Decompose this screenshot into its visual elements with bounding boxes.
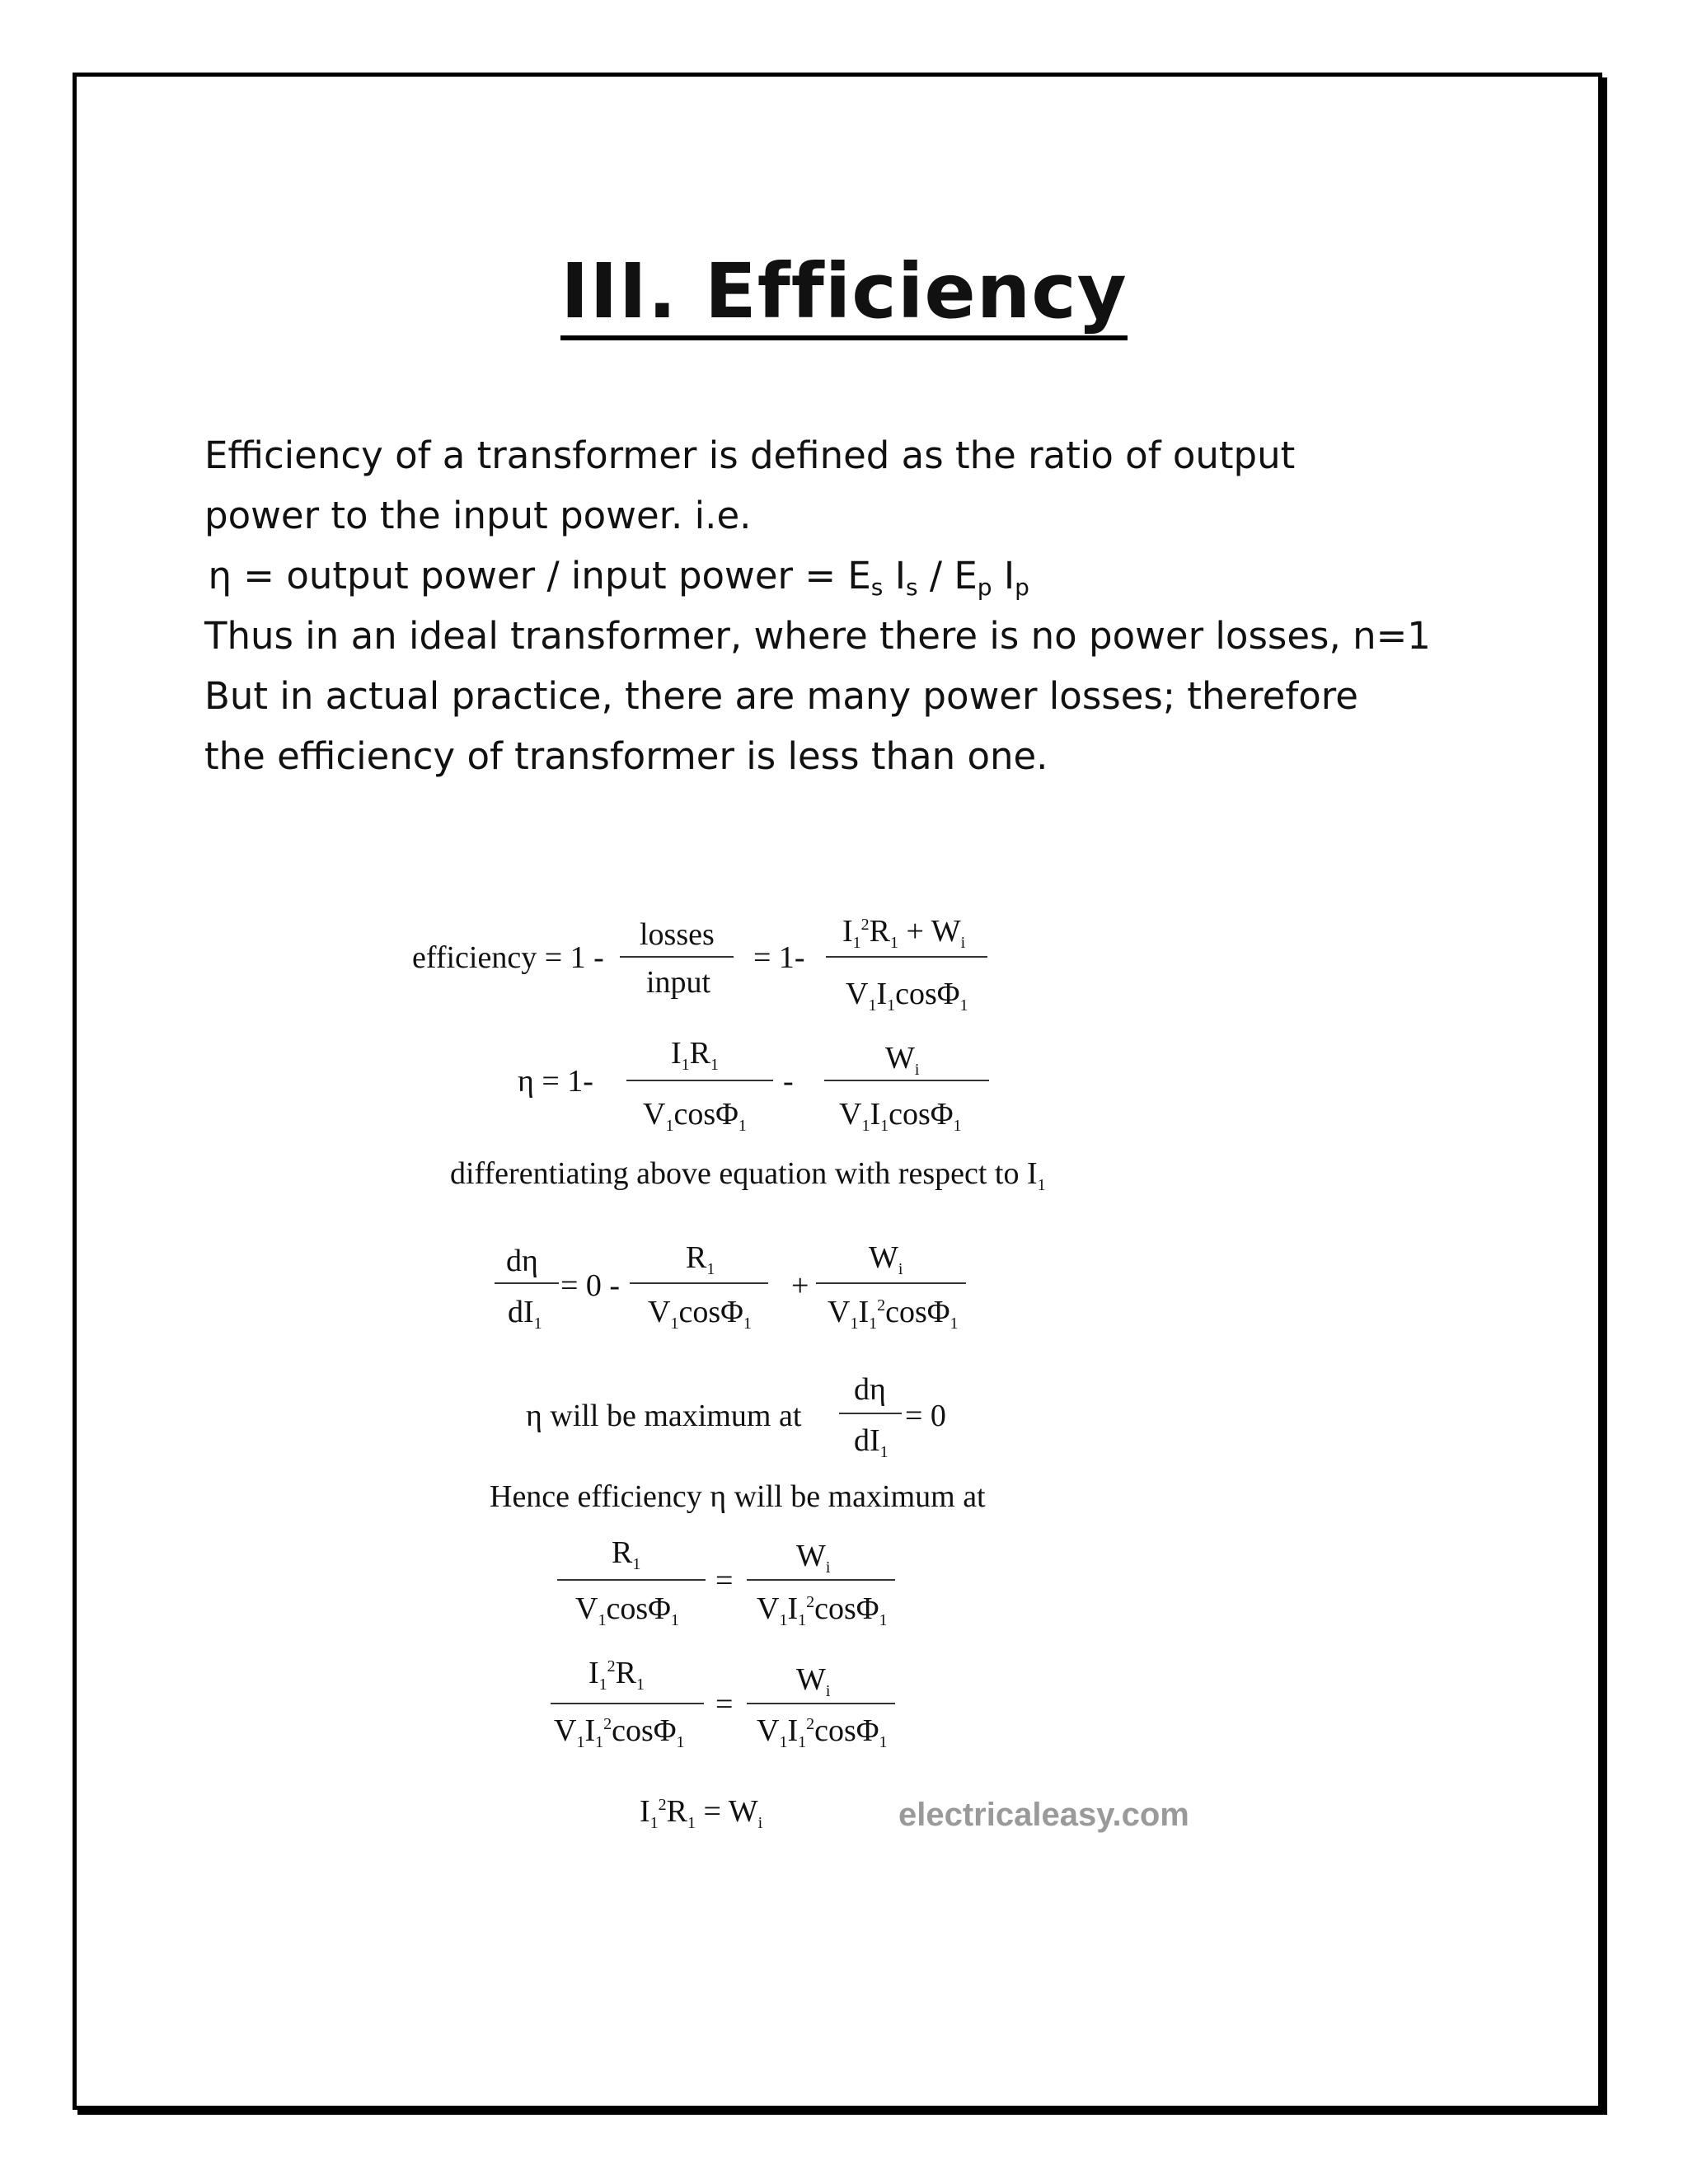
max-text: η will be maximum at: [526, 1399, 802, 1433]
max-denominator: $dI_1$: [854, 1423, 889, 1461]
fraction-bar: [824, 1080, 989, 1081]
max-equals-zero: = 0: [905, 1399, 946, 1433]
eq3-denominator-2: $V_1I_1^2\cos\Phi_1$: [828, 1295, 959, 1333]
eq3-numerator-0: dη: [506, 1244, 538, 1278]
fraction-bar: [747, 1579, 895, 1581]
efficiency-formula-line: η = output power / input power = $E_s$ $I_s / E_p$ $I_p$: [208, 554, 1029, 601]
fraction-bar: [630, 1282, 768, 1284]
eq4-equals: =: [715, 1563, 734, 1598]
fraction-bar: [839, 1413, 902, 1414]
paragraph-line: But in actual practice, there are many power losses; therefore: [204, 674, 1358, 718]
fraction-bar: [826, 956, 987, 958]
paragraph-line: Efficiency of a transformer is defined as the ratio of output: [204, 434, 1296, 477]
paragraph-line: power to the input power. i.e.: [204, 494, 752, 537]
fraction-bar: [816, 1282, 966, 1284]
eq2-numerator-1: $I_1R_1$: [671, 1036, 720, 1074]
eq1-denominator: input: [646, 965, 711, 1000]
eq4-numerator-1: $R_1$: [612, 1535, 641, 1573]
eq5-numerator-1: $I_1^2R_1$: [588, 1656, 645, 1694]
eq5-equals: =: [715, 1687, 734, 1722]
eq1-mid: = 1-: [753, 940, 805, 975]
eq3-plus: +: [791, 1268, 809, 1303]
eq4-denominator-2: $V_1I_1^2\cos\Phi_1$: [757, 1591, 888, 1629]
fraction-bar: [620, 956, 734, 958]
fraction-bar: [557, 1579, 706, 1581]
eq5-denominator-2: $V_1I_1^2\cos\Phi_1$: [757, 1713, 888, 1751]
watermark: electricaleasy.com: [898, 1797, 1189, 1833]
fraction-bar: [747, 1703, 895, 1704]
eq3-denominator-0: $dI_1$: [508, 1295, 542, 1333]
eq3-denominator-1: $V_1\cos\Phi_1$: [648, 1295, 752, 1333]
eq3-mid: = 0 -: [560, 1268, 621, 1303]
eq2-minus: -: [783, 1064, 794, 1099]
fraction-bar: [495, 1282, 559, 1284]
fraction-bar: [551, 1703, 704, 1704]
eq2-lhs: η = 1-: [518, 1064, 593, 1099]
eq1-numerator-2: $I_1^2R_1 + W_i$: [842, 914, 966, 952]
hence-text: Hence efficiency η will be maximum at: [490, 1479, 986, 1514]
eq2-denominator-2: $V_1I_1\cos\Phi_1$: [839, 1097, 962, 1135]
eq2-numerator-2: $W_i$: [885, 1041, 920, 1079]
eq1-denominator-2: $V_1I_1\cos\Phi_1$: [846, 977, 968, 1015]
paragraph-line: the efficiency of transformer is less than one.: [204, 734, 1048, 778]
final-equation: $I_1^2R_1 = W_i$: [640, 1794, 763, 1832]
eq3-numerator-2: $W_i$: [869, 1240, 903, 1278]
paragraph-line: Thus in an ideal transformer, where there is no power losses, n=1: [204, 614, 1431, 658]
eq2-denominator-1: $V_1\cos\Phi_1$: [643, 1097, 747, 1135]
eq1-lhs: efficiency = 1 -: [412, 940, 604, 975]
max-numerator: dη: [854, 1372, 886, 1407]
page-title: III. Efficiency: [0, 247, 1688, 335]
fraction-bar: [626, 1080, 773, 1081]
eq4-numerator-2: $W_i$: [796, 1539, 831, 1577]
eq5-numerator-2: $W_i$: [796, 1662, 831, 1700]
eq3-numerator-1: $R_1$: [686, 1240, 715, 1278]
eq1-numerator: losses: [640, 917, 715, 952]
eq4-denominator-1: $V_1\cos\Phi_1$: [575, 1591, 679, 1629]
differentiating-text: differentiating above equation with respect to $I_1$: [450, 1156, 1046, 1194]
eq5-denominator-1: $V_1I_1^2\cos\Phi_1$: [554, 1713, 685, 1751]
